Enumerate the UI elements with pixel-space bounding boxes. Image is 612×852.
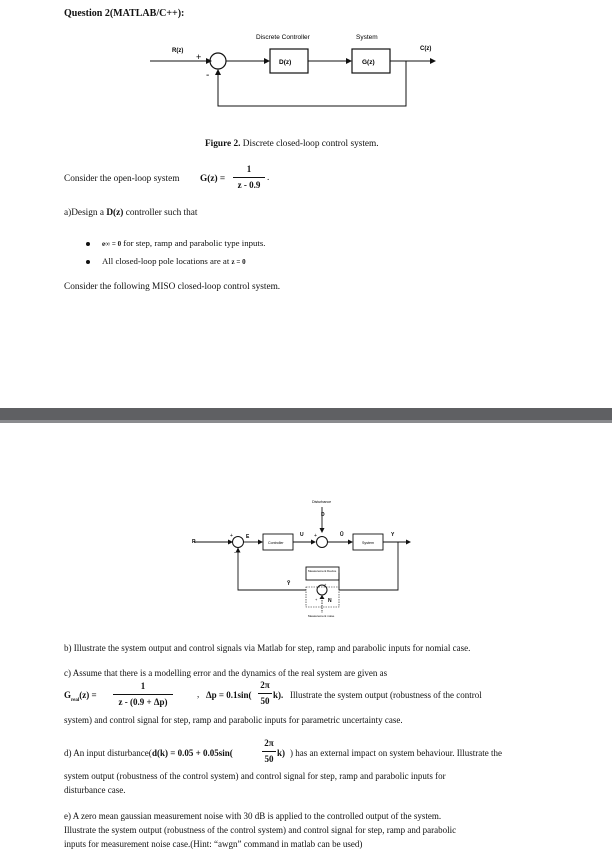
- label-system: System: [356, 34, 378, 41]
- part-e-line1: e) A zero mean gaussian measurement noise with 30 dB is applied to the controlled output of the system.: [64, 811, 442, 821]
- plant-block-label: G(z): [362, 59, 375, 66]
- part-a-line: [64, 208, 198, 218]
- open-loop-denominator: z - 0.9: [237, 180, 261, 190]
- open-loop-fraction-line: [233, 177, 265, 178]
- part-d-line2: system output (robustness of the control system) and control signal for step, ramp and parabolic inputs for: [64, 771, 446, 781]
- bullet-1-dot: [86, 242, 90, 246]
- dp-lhs: Δp = 0.1sin(: [206, 690, 252, 700]
- control-arrowhead: [311, 540, 316, 545]
- part-d-fraction-line: [262, 751, 276, 752]
- label-disturbance: Disturbance: [312, 500, 332, 504]
- input-arrowhead: [206, 58, 212, 64]
- part-c-after: Illustrate the system output (robustness of the control: [290, 690, 482, 700]
- summing-junction: [210, 53, 226, 69]
- page-divider: [0, 408, 612, 420]
- dp-frac-den: 50: [260, 696, 270, 706]
- part-d-intro: d) An input disturbance(: [64, 748, 152, 758]
- part-c-line2: system) and control signal for step, ramp and parabolic inputs for parametric uncertainty case.: [64, 715, 403, 725]
- open-loop-text: Consider the open-loop system: [64, 174, 180, 184]
- greal-lhs: [64, 690, 97, 703]
- controller-block-label: D(z): [279, 59, 292, 66]
- feedback-arrowhead: [215, 69, 221, 75]
- label-d: D: [321, 512, 325, 518]
- minus-sign: -: [206, 70, 210, 81]
- part-d-line3: disturbance case.: [64, 785, 126, 795]
- summing-junction-2: [317, 537, 328, 548]
- greal-numerator: 1: [140, 681, 146, 691]
- bullet-1: [102, 238, 265, 248]
- part-d-math: d(k) = 0.05 + 0.05sin(: [152, 748, 233, 758]
- label-e: E: [246, 534, 250, 540]
- part-a-intro: a)Design a: [64, 208, 105, 218]
- system-label: System: [362, 541, 374, 545]
- block-diagram-discrete: [150, 28, 450, 120]
- plus-sign-2: +: [314, 533, 317, 539]
- bullet-2: [102, 256, 246, 266]
- greal-sub: real: [71, 697, 80, 703]
- greal-denominator: z - (0.9 + Δp): [118, 697, 168, 707]
- label-u-tilde: Ũ: [340, 532, 344, 538]
- dp-tail: k).: [273, 690, 284, 700]
- output-arrowhead-miso: [406, 540, 411, 545]
- minus-sign-1: -: [234, 550, 236, 556]
- greal-eq: (z) =: [79, 690, 97, 700]
- label-y: Y: [391, 532, 395, 538]
- plus-sign: +: [196, 52, 202, 62]
- label-y-tilde: Ỹ: [287, 581, 291, 587]
- figure-caption-bold: Figure 2.: [205, 139, 241, 149]
- figure-caption-text: Discrete closed-loop control system.: [242, 139, 379, 149]
- open-loop-lhs: G(z) =: [200, 174, 226, 184]
- output-label-cz: C(z): [420, 46, 432, 52]
- disturbed-control-arrowhead: [348, 540, 353, 545]
- greal-g: G: [64, 690, 72, 700]
- disturbance-arrowhead: [320, 528, 325, 533]
- part-e-line3: inputs for measurement noise case.(Hint: “awgn” command in matlab can be used): [64, 839, 363, 849]
- part-e-line2: Illustrate the system output (robustness of the control system) and control signal for step, ramp and parabolic: [64, 825, 457, 835]
- part-a-intro-tail: controller such that: [125, 208, 198, 218]
- noise-arrowhead: [320, 595, 325, 599]
- part-c-intro: c) Assume that there is a modelling error and the dynamics of the real system are given as: [64, 668, 388, 678]
- controller-label: Controller: [268, 541, 284, 545]
- arrowhead-to-controller: [264, 58, 270, 64]
- plus-sign-1: +: [230, 533, 233, 539]
- bullet-1-text: for step, ramp and parabolic type inputs.: [123, 238, 266, 248]
- bullet-2-math: z = 0: [231, 258, 246, 266]
- dp-frac-num: 2π: [260, 680, 270, 690]
- measurement-noise-label: Measurement noise: [308, 614, 335, 618]
- part-a-dz: D(z): [106, 208, 124, 218]
- question-title: Question 2(MATLAB/C++):: [64, 8, 185, 19]
- arrowhead-to-plant: [346, 58, 352, 64]
- input-label-rz: R(z): [172, 48, 184, 54]
- part-d-math-tail: k): [277, 748, 286, 758]
- bullet-2-text: All closed-loop pole locations are at: [102, 256, 230, 266]
- plus-sign-noise: +: [324, 582, 327, 587]
- figure-caption: [205, 139, 379, 149]
- measured-feedback-path: [238, 548, 306, 591]
- plus-sign-noise-2: +: [315, 597, 318, 602]
- part-d-frac-den: 50: [264, 754, 274, 764]
- bullet-1-math: e∞ = 0: [102, 240, 122, 248]
- block-diagram-miso: [180, 495, 420, 627]
- summing-junction-1: [233, 537, 244, 548]
- label-r: R: [192, 539, 196, 545]
- part-d-after: ) has an external impact on system behaviour. Illustrate the: [290, 748, 502, 758]
- miso-intro: Consider the following MISO closed-loop control system.: [64, 282, 281, 292]
- bullet-2-dot: [86, 260, 90, 264]
- output-arrowhead: [430, 58, 436, 64]
- open-loop-period: .: [267, 173, 270, 183]
- open-loop-numerator: 1: [246, 164, 252, 174]
- error-arrowhead: [258, 540, 263, 545]
- part-d-frac-num: 2π: [264, 738, 274, 748]
- greal-comma: ,: [197, 689, 200, 699]
- measured-feedback-arrowhead: [236, 548, 241, 553]
- dp-fraction-line: [258, 693, 272, 694]
- page-divider-shadow: [0, 420, 612, 423]
- label-discrete-controller: Discrete Controller: [256, 34, 310, 41]
- part-b: b) Illustrate the system output and control signals via Matlab for step, ramp and parabolic inputs for nomial case.: [64, 643, 471, 653]
- greal-fraction-line: [113, 694, 173, 695]
- label-u: U: [300, 532, 304, 538]
- measurement-device-label: Measurement Device: [308, 569, 337, 573]
- label-n: N: [328, 598, 332, 604]
